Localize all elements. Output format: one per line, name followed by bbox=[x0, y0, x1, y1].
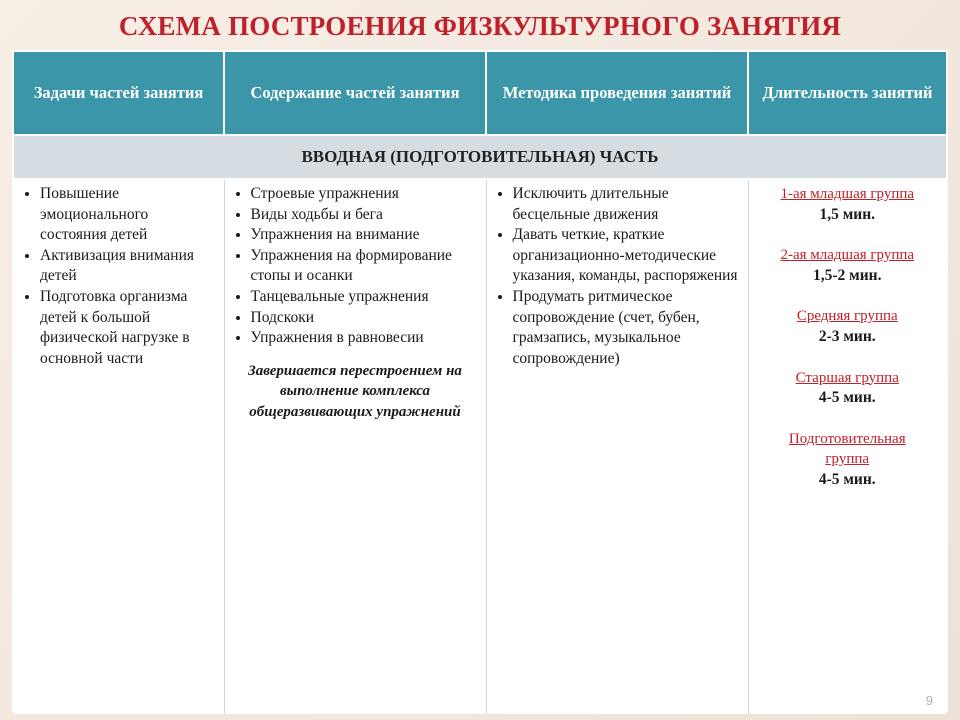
list-item: • Активизация внимания детей bbox=[40, 246, 216, 287]
header-duration: Длительность занятий bbox=[748, 52, 946, 135]
header-content: Содержание частей занятия bbox=[224, 52, 486, 135]
methods-cell bbox=[486, 179, 748, 714]
group-link[interactable]: 2-ая младшая группа bbox=[780, 247, 915, 264]
group-duration: 1,5 мин. bbox=[819, 205, 876, 223]
list-item: • Продумать ритмическое сопровождение (счет, бубен, грамзапись, музыкальное сопровождение) bbox=[513, 287, 740, 369]
lesson-scheme-table bbox=[14, 52, 946, 714]
content-cell bbox=[224, 179, 486, 714]
duration-cell bbox=[748, 179, 946, 714]
list-item: • Упражнения в равновесии bbox=[251, 328, 478, 349]
slide-title: СХЕМА ПОСТРОЕНИЯ ФИЗКУЛЬТУРНОГО ЗАНЯТИЯ bbox=[118, 11, 842, 41]
content-note: Завершается перестроением на выполнение комплекса общеразвивающих упражнений bbox=[248, 362, 462, 420]
body-row bbox=[14, 179, 946, 714]
list-item: • Давать четкие, краткие организационно-методические указания, команды, распоряжения bbox=[513, 225, 740, 287]
tasks-cell bbox=[14, 179, 224, 714]
group-duration: 4-5 мин. bbox=[818, 470, 876, 488]
group-duration: 4-5 мин. bbox=[818, 389, 876, 407]
group-link[interactable]: Подготовительная группа bbox=[788, 430, 906, 468]
list-item: • Подготовка организма детей к большой физической нагрузке в основной части bbox=[40, 287, 216, 369]
group-link[interactable]: Старшая группа bbox=[795, 369, 899, 386]
tasks-list bbox=[22, 184, 216, 369]
content-list bbox=[233, 184, 478, 349]
list-item: • Исключить длительные бесцельные движения bbox=[513, 184, 740, 225]
section-title: ВВОДНАЯ (ПОДГОТОВИТЕЛЬНАЯ) ЧАСТЬ bbox=[14, 135, 946, 179]
list-item: • Танцевальные упражнения bbox=[251, 287, 478, 308]
section-row bbox=[14, 135, 946, 179]
methods-list bbox=[495, 184, 740, 369]
list-item: • Повышение эмоционального состояния детей bbox=[40, 184, 216, 246]
group-link[interactable]: Средняя группа bbox=[796, 308, 898, 325]
header-tasks: Задачи частей занятия bbox=[14, 52, 224, 135]
list-item: • Упражнения на внимание bbox=[251, 225, 478, 246]
list-item: • Строевые упражнения bbox=[251, 184, 478, 205]
list-item: • Упражнения на формирование стопы и осанки bbox=[251, 246, 478, 287]
header-methods: Методика проведения занятий bbox=[486, 52, 748, 135]
group-duration: 1,5-2 мин. bbox=[813, 266, 882, 284]
header-row bbox=[14, 52, 946, 135]
group-link[interactable]: 1-ая младшая группа bbox=[780, 186, 915, 202]
page-number: 9 bbox=[925, 693, 933, 708]
list-item: • Подскоки bbox=[251, 308, 478, 329]
group-duration: 2-3 мин. bbox=[818, 327, 876, 345]
list-item: • Виды ходьбы и бега bbox=[251, 205, 478, 226]
